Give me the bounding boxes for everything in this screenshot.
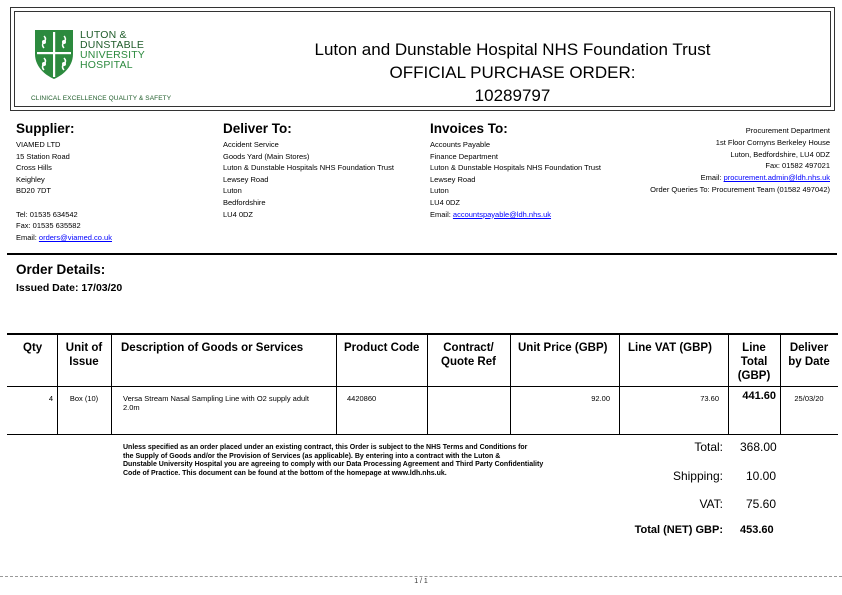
- header-line-total: [728, 341, 780, 383]
- header-row-divider: [7, 386, 838, 387]
- logo-line: UNIVERSITY: [80, 49, 146, 61]
- procurement-email-label: Email:: [700, 173, 724, 183]
- procurement-section: [650, 125, 830, 196]
- procurement-line: Luton, Bedfordshire, LU4 0DZ: [730, 149, 830, 159]
- procurement-email-link[interactable]: procurement.admin@ldh.nhs.uk: [723, 173, 830, 183]
- supplier-section: [16, 121, 112, 243]
- logo-line: LUTON &: [80, 29, 127, 41]
- procurement-email-row: [650, 172, 830, 184]
- header-unit-line: Issue: [69, 356, 99, 368]
- invoice-line: Accounts Payable: [430, 140, 491, 149]
- deliver-line: Lewsey Road: [223, 174, 269, 184]
- supplier-line: VIAMED LTD: [16, 140, 61, 149]
- section-divider: [7, 253, 837, 255]
- deliver-line: LU4 0DZ: [223, 209, 254, 219]
- header-total-line: (GBP): [737, 370, 771, 382]
- logo-line: HOSPITAL: [80, 59, 133, 71]
- invoice-line: Luton: [430, 186, 449, 196]
- header-total-line: Total: [740, 356, 768, 368]
- cell-description-line: 2.0m: [123, 403, 140, 412]
- invoice-email-row: [430, 209, 601, 221]
- terms-line: the Supply of Goods and/or the Provision of Services (as applicable). By entering into a contract with the Luton &: [123, 452, 501, 460]
- cell-deliver-by: 25/03/20: [794, 394, 824, 403]
- header-unit: [57, 341, 111, 369]
- invoices-to-title: Invoices To:: [430, 121, 508, 136]
- header-inner-border: [14, 11, 831, 107]
- order-queries: Order Queries To: Procurement Team (01582 497042): [650, 184, 830, 194]
- invoice-line: Finance Department: [430, 151, 498, 161]
- hospital-logo: [33, 28, 173, 88]
- items-table: [7, 333, 838, 435]
- header-unit-line: Unit of: [65, 342, 103, 354]
- procurement-line: 1st Floor Cornyns Berkeley House: [715, 137, 830, 147]
- supplier-tel: Tel: 01535 634542: [16, 209, 78, 219]
- header-line-vat: Line VAT (GBP): [628, 342, 712, 354]
- procurement-line: Fax: 01582 497021: [765, 161, 830, 171]
- deliver-line: Goods Yard (Main Stores): [223, 151, 310, 161]
- supplier-line: 15 Station Road: [16, 151, 70, 161]
- deliver-line: Luton & Dunstable Hospitals NHS Foundation Trust: [223, 163, 394, 173]
- deliver-line: Bedfordshire: [223, 197, 266, 207]
- supplier-email-link[interactable]: orders@viamed.co.uk: [38, 232, 112, 242]
- trust-name: Luton and Dunstable Hospital NHS Foundation Trust: [314, 40, 711, 59]
- invoice-email-link[interactable]: accountspayable@ldh.nhs.uk: [452, 209, 552, 219]
- column-divider: [510, 335, 511, 434]
- document-type: OFFICIAL PURCHASE ORDER:: [389, 63, 636, 82]
- cell-unit: Box (10): [69, 394, 99, 403]
- total-label: Total:: [694, 440, 723, 454]
- header-contract-line: Contract/: [443, 342, 494, 354]
- header-deliver-line: Deliver: [789, 342, 829, 354]
- column-divider: [619, 335, 620, 434]
- page-number: 1 / 1: [414, 578, 428, 585]
- crest-icon: [33, 28, 75, 80]
- supplier-line: Keighley: [16, 174, 45, 184]
- supplier-line: BD20 7DT: [16, 186, 52, 196]
- net-total-label: Total (NET) GBP:: [634, 524, 723, 536]
- header-description: Description of Goods or Services: [121, 342, 304, 354]
- invoice-email-label: Email:: [430, 209, 453, 219]
- cell-qty: 4: [48, 394, 53, 403]
- vat-value: 75.60: [746, 497, 777, 511]
- supplier-email-row: [16, 232, 112, 244]
- header-unit-price: Unit Price (GBP): [518, 342, 608, 354]
- cell-line-total: 441.60: [742, 390, 776, 402]
- net-total-value: 453.60: [740, 524, 774, 536]
- terms-line: Code of Practice. This document can be found at the bottom of the homepage at www.ldh.nhs.uk.: [123, 469, 447, 477]
- column-divider: [336, 335, 337, 434]
- terms-line: Unless specified as an order placed under an existing contract, this Order is subject to the NHS Terms and Conditions for: [123, 444, 528, 451]
- terms-line: Dunstable University Hospital you are agreeing to comply with our Data Processing Agreement and Third Party Confidentiality: [123, 461, 544, 469]
- cell-product-code: 4420860: [347, 394, 377, 403]
- issued-date: Issued Date: 17/03/20: [16, 282, 123, 294]
- cell-line-vat: 73.60: [700, 394, 719, 403]
- procurement-line: Procurement Department: [745, 126, 830, 135]
- shipping-label: Shipping:: [672, 469, 723, 483]
- title-block: [270, 38, 755, 107]
- header-qty: Qty: [23, 342, 43, 354]
- supplier-fax: Fax: 01535 635582: [16, 221, 81, 231]
- header-product-code: Product Code: [344, 342, 420, 354]
- invoices-to-section: [430, 121, 601, 220]
- supplier-email-label: Email:: [16, 232, 39, 242]
- header-box: [10, 7, 835, 111]
- header-deliver-by: [780, 341, 838, 369]
- invoice-line: Lewsey Road: [430, 174, 476, 184]
- shipping-value: 10.00: [746, 469, 777, 483]
- total-value: 368.00: [740, 440, 777, 454]
- header-contract-line: Quote Ref: [441, 356, 496, 368]
- header-contract: [427, 341, 510, 369]
- logo-line: DUNSTABLE: [80, 39, 145, 51]
- logo-wordmark: [80, 30, 145, 70]
- terms-text: [123, 444, 613, 478]
- column-divider: [111, 335, 112, 434]
- deliver-to-section: [223, 121, 394, 220]
- deliver-line: Luton: [223, 186, 242, 196]
- supplier-title: Supplier:: [16, 121, 75, 136]
- vat-label: VAT:: [699, 497, 723, 511]
- supplier-line: Cross Hills: [16, 163, 52, 173]
- cell-description: [123, 394, 333, 412]
- deliver-to-title: Deliver To:: [223, 121, 292, 136]
- header-total-line: Line: [742, 342, 766, 354]
- logo-tagline: CLINICAL EXCELLENCE QUALITY & SAFETY: [31, 95, 172, 102]
- cell-unit-price: 92.00: [591, 394, 610, 403]
- invoice-line: LU4 0DZ: [430, 197, 461, 207]
- order-number: 10289797: [474, 86, 551, 105]
- footer-divider: [0, 576, 842, 577]
- order-details-title: Order Details:: [16, 262, 106, 277]
- invoice-line: Luton & Dunstable Hospitals NHS Foundation Trust: [430, 163, 601, 173]
- cell-description-line: Versa Stream Nasal Sampling Line with O2 supply adult: [123, 394, 309, 403]
- header-deliver-line: by Date: [788, 356, 830, 368]
- deliver-line: Accident Service: [223, 140, 279, 149]
